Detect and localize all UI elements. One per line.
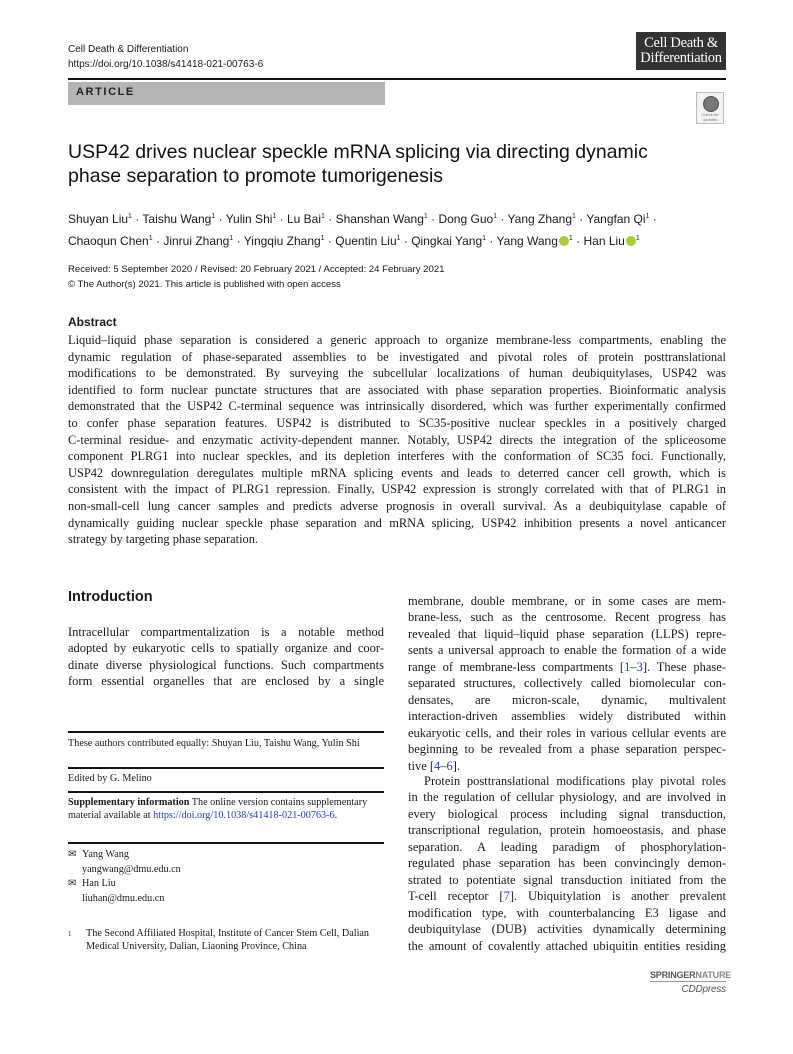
contact-email[interactable]: liuhan@dmu.edu.cn — [82, 892, 165, 904]
footnote-divider — [68, 842, 384, 844]
text-line: beginning to be revealed from a phase separation perspec- — [408, 742, 726, 757]
title-line: USP42 drives nuclear speckle mRNA splicing via directing dynamic — [68, 141, 648, 163]
license-note: © The Author(s) 2021. This article is published with open access — [68, 279, 341, 290]
contact-name: Han Liu — [82, 878, 116, 889]
author-name: Yangfan Qi — [586, 212, 646, 226]
abstract-line: Liquid–liquid phase separation is considered a generic approach to organize membrane-less compartments, enabling the — [68, 333, 726, 347]
abstract-line: non-small-cell lung cancer samples and predicts adverse prognosis in overall survival. As a deubiquitylase capable of — [68, 498, 726, 513]
text-line: Intracellular compartmentalization is a notable method — [68, 625, 384, 639]
affiliation-number: 1 — [68, 930, 72, 938]
author-name: Chaoqun Chen — [68, 234, 149, 248]
imprint-name: CDDpress — [681, 984, 726, 995]
contact — [68, 848, 384, 863]
text-line: brane-less, such as the centrosome. Recent progress has — [408, 610, 726, 625]
text-line: the amount of covalently attached ubiquitin entities residing — [408, 938, 726, 953]
abstract-line: consistent with the impact of PLRG1 repression. Finally, USP42 expression is strongly correlated with that of PLRG1 in — [68, 482, 726, 497]
author-list — [68, 207, 738, 251]
publisher-name-2: NATURE — [695, 970, 732, 980]
affiliation-marker: 1 — [645, 213, 650, 220]
author-name: Yang Zhang — [507, 212, 573, 226]
history-dates: Received: 5 September 2020 / Revised: 20 February 2021 / Accepted: 24 February 2021 — [68, 264, 445, 275]
orcid-icon[interactable] — [559, 236, 569, 246]
affiliation-marker: 1 — [229, 235, 234, 242]
footnote-divider — [68, 731, 384, 733]
affiliation-marker: 1 — [493, 213, 498, 220]
text-line: dinate diverse physiological functions. Such compartments — [68, 657, 384, 672]
article-title — [68, 140, 708, 188]
text-line: eukaryotic cells, and their roles in various cellular events are — [408, 725, 726, 740]
contact-name: Yang Wang — [82, 849, 129, 860]
article-type-label: ARTICLE — [68, 82, 385, 105]
author-name: Qingkai Yang — [411, 234, 483, 248]
envelope-icon: ✉ — [68, 878, 77, 889]
footnote-divider — [68, 791, 384, 793]
text-line: strated to potentiate signal transduction initiated from the — [408, 872, 726, 887]
text-line: modification type, with counterbalancing E3 ligase and — [408, 905, 726, 920]
abstract-line: C-terminal residue- and enzymatic activity-dependent manner. Notably, USP42 directs the integration of the spliceosome — [68, 432, 726, 447]
reference-link[interactable]: 1 — [624, 659, 631, 674]
text-line: T-cell receptor [7]. Ubiquitylation is another prevalent — [408, 889, 726, 904]
supplementary-end: . — [334, 809, 338, 821]
author-line: Chaoqun Chen$^1$ · Jinrui Zhang$^1$ · Yingqiu Zhang$^1$ · Quentin Liu$^1$ · Qingkai Yang$^1$ · Yang Wang $^1$ · Han Liu $^1$ — [68, 234, 640, 248]
envelope-icon: ✉ — [68, 849, 77, 860]
introduction-heading: Introduction — [68, 589, 153, 605]
edited-by-note: Edited by G. Melino — [68, 773, 152, 784]
affiliation-marker: 1 — [272, 213, 277, 220]
text-line: separation. A leading paradigm of phosphorylation- — [408, 839, 726, 854]
abstract-line: component PLRG1 into nuclear speckles, and its depletion interferes with the conformation of SC35 foci. Functionally, — [68, 449, 726, 464]
supplementary-text: The online version contains supplementary material available at — [68, 797, 368, 821]
abstract-line: dynamically guiding nuclear speckle phase separation and mRNA splicing, USP42 inhibition presents a novel anticancer — [68, 515, 726, 530]
intro-left-column — [68, 624, 384, 690]
text-line: adopted by eukaryotic cells to spatially organize and coor- — [68, 641, 384, 656]
correspondence — [68, 848, 384, 906]
publisher-name: SPRINGER — [650, 970, 696, 980]
text-line: densates, are micron-scale, dynamic, multivalent — [408, 692, 726, 707]
journal-header — [68, 42, 263, 72]
affiliation-marker: 1 — [128, 213, 132, 220]
affiliation-marker: 1 — [482, 235, 487, 242]
author-name: Taishu Wang — [142, 212, 212, 226]
abstract-line: USP42 downregulation deregulates multiple mRNA splicing events and leads to deterred cancer cell growth, which is — [68, 465, 726, 480]
author-name: Jinrui Zhang — [163, 234, 230, 248]
text-line: range of membrane-less compartments [1–3]. These phase- — [408, 659, 727, 674]
text-line: tive [4–6]. — [408, 758, 461, 773]
journal-name: Cell Death & Differentiation — [68, 44, 189, 55]
author-line: Shuyan Liu$^1$ · Taishu Wang$^1$ · Yulin Shi$^1$ · Lu Bai$^1$ · Shanshan Wang$^1$ · Dong Guo$^1$ · Yang Zhang$^1$ · Yangfan $Qi^1$ · — [68, 212, 657, 226]
author-name: Dong Guo — [438, 212, 494, 226]
abstract-line: modifications to be demonstrated. By surveying the subcellular localizations of human deubiquitylases, USP42 was — [68, 366, 726, 381]
header-rule — [68, 78, 726, 80]
affiliation-marker: 1 — [635, 235, 640, 242]
affiliation-marker: 1 — [568, 235, 573, 242]
text-line: transcriptional regulation, protein homoeostasis, and phase — [408, 823, 726, 838]
supplementary-label: Supplementary information — [68, 797, 190, 808]
abstract-line: dynamic regulation of phase-separated assemblies to be investigated and pivotal roles of protein posttranslational — [68, 349, 726, 364]
springer-nature-logo — [650, 970, 732, 995]
abstract-line: demonstrated that the USP42 C-terminal sequence was intrinsically disordered, which was further experimentally confirmed — [68, 399, 726, 414]
affiliation-marker: 1 — [211, 213, 216, 220]
article-dates — [68, 262, 445, 292]
reference-link[interactable]: 7 — [503, 889, 510, 904]
intro-right-paragraph-1 — [408, 593, 726, 774]
crossmark-icon — [703, 96, 719, 112]
abstract-line: identified to form nuclear punctate structures that are associated with phase separation properties. Bioinformatic analysis — [68, 382, 726, 397]
logo-line: Differentiation — [640, 50, 722, 66]
crossmark-button[interactable] — [696, 92, 724, 124]
affiliation-marker: 1 — [572, 213, 576, 220]
affiliation-text: The Second Affiliated Hospital, Institute of Cancer Stem Cell, Dalian Medical University, Dalian, Liaoning Province, China — [86, 928, 370, 952]
reference-link[interactable]: 6 — [446, 758, 453, 773]
text-line: in the regulation of cellular physiology, and are involved in — [408, 790, 726, 805]
text-line: membrane, double membrane, or in some cases are mem- — [408, 594, 726, 608]
text-line: every biological process including signal transduction, — [408, 806, 726, 821]
affiliation-marker: 1 — [320, 235, 325, 242]
abstract-line: to confer phase separation features. USP42 is distributed to SC35-positive nuclear speckles in a positively charged — [68, 415, 726, 430]
author-name: Lu Bai — [286, 212, 322, 226]
author-name: Yang Wang — [496, 234, 558, 248]
title-line: phase separation to promote tumorigenesis — [68, 165, 444, 187]
reference-link[interactable]: 3 — [636, 659, 643, 674]
affiliation-marker: 1 — [423, 213, 428, 220]
contact — [68, 877, 384, 892]
footnote-divider — [68, 767, 384, 769]
author-name: Yulin Shi — [225, 212, 273, 226]
author-name: Yingqiu Zhang — [243, 234, 321, 248]
text-line: form essential organelles that are enclosed by a single — [68, 674, 384, 689]
affiliation-marker: 1 — [148, 235, 153, 242]
text-line: regulated phase separation has been convincingly demon- — [408, 856, 726, 871]
affiliation-marker: 1 — [396, 235, 401, 242]
contact-email[interactable]: yangwang@dmu.edu.cn — [82, 863, 181, 875]
crossmark-label: Check for updates — [701, 112, 719, 122]
supplementary-link[interactable]: https://doi.org/10.1038/s41418-021-00763-6 — [153, 809, 335, 821]
doi-link[interactable]: https://doi.org/10.1038/s41418-021-00763-6 — [68, 59, 264, 70]
equal-contribution-note: These authors contributed equally: Shuyan Liu, Taishu Wang, Yulin Shi — [68, 738, 360, 749]
abstract-line: strategy by targeting phase separation. — [68, 532, 259, 547]
affiliation-note — [68, 928, 384, 954]
affiliation-marker: 1 — [321, 213, 325, 220]
author-name: Han Liu — [583, 234, 625, 248]
text-line: separated structures, collectively called biomolecular con- — [408, 676, 726, 691]
text-line: interaction-driven assemblies widely distributed within — [408, 709, 726, 724]
supplementary-note — [68, 797, 384, 823]
logo-divider — [650, 981, 726, 982]
logo-line: Cell Death & — [644, 35, 718, 51]
text-line: Protein posttranslational modifications play pivotal roles — [424, 774, 726, 788]
orcid-icon[interactable] — [626, 236, 636, 246]
reference-link[interactable]: 4 — [434, 758, 441, 773]
abstract-text — [68, 332, 726, 548]
intro-right-paragraph-2 — [408, 773, 726, 954]
text-line: deubiquitylase (DUB) activities dynamically determining — [408, 922, 726, 937]
abstract-heading: Abstract — [68, 315, 117, 329]
author-name: Shuyan Liu — [68, 212, 129, 226]
text-line: sents a universal approach to enable the formation of a wide — [408, 643, 726, 658]
author-name: Quentin Liu — [335, 234, 397, 248]
text-line: revealed that liquid–liquid phase separation (LLPS) repre- — [408, 626, 726, 641]
journal-logo — [636, 32, 726, 70]
author-name: Shanshan Wang — [335, 212, 424, 226]
